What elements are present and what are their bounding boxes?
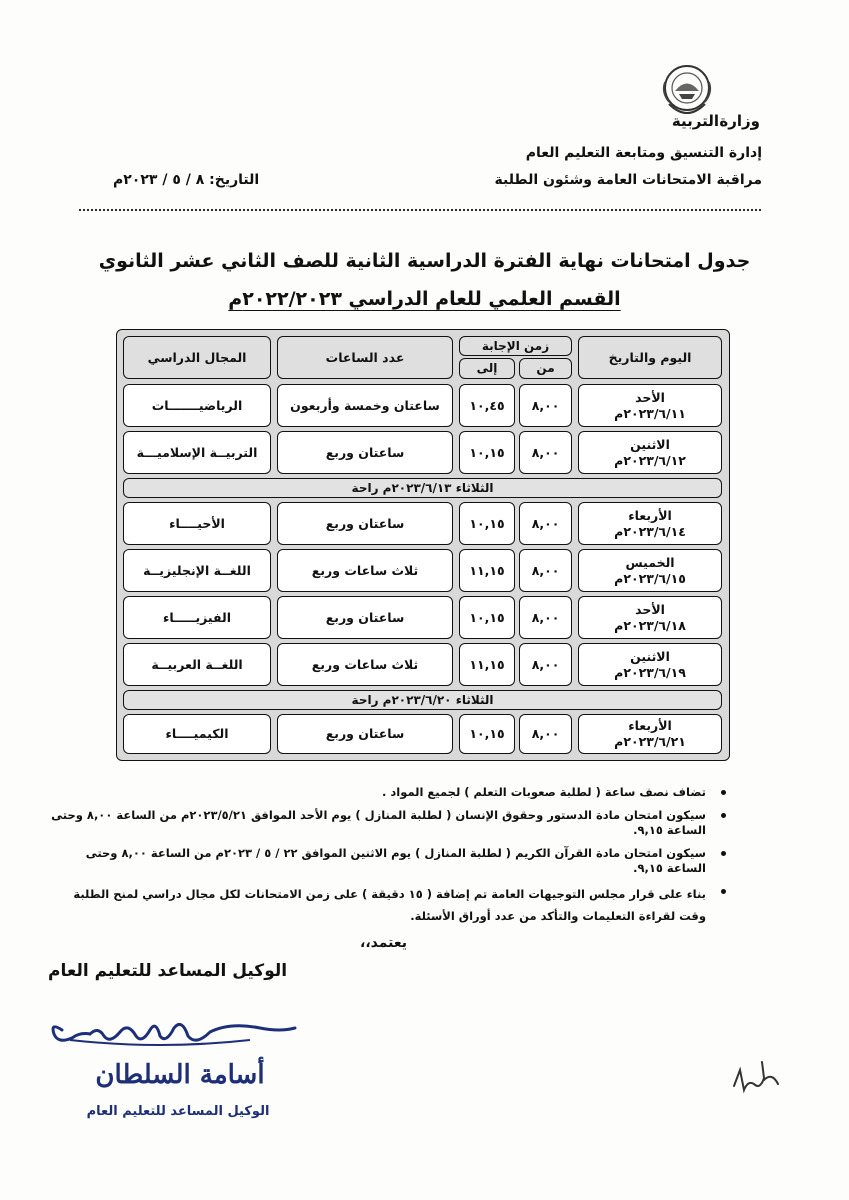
row-day: الأربعاء — [628, 718, 672, 734]
note-text: سيكون امتحان مادة القرآن الكريم ( لطلبة المنازل ) يوم الاثنين الموافق ٢٢ / ٥ / ٢٠٢٣م من الساعة ٨,٠٠ وحتى الساعة ٩,١٥. — [85, 846, 706, 875]
row-subject: الرياضيـــــــات — [123, 384, 271, 427]
row-to: ١٠,١٥ — [459, 502, 515, 545]
header-day-date: اليوم والتاريخ — [578, 336, 722, 379]
row-day-date — [578, 596, 722, 639]
row-day-date — [578, 384, 722, 427]
row-date: ٢٠٢٣/٦/٢١م — [614, 734, 686, 749]
row-to: ١٠,٤٥ — [459, 384, 515, 427]
row-from: ٨,٠٠ — [519, 643, 572, 686]
note-text: سيكون امتحان مادة الدستور وحقوق الإنسان ( لطلبة المنازل ) يوم الأحد الموافق ٢٠٢٣/٥/٢١م من الساعة ٨,٠٠ وحتى الساعة ٩,١٥. — [51, 808, 706, 837]
bullet-icon — [721, 851, 726, 856]
row-date: ٢٠٢٣/٦/١٥م — [614, 570, 686, 586]
row-day-date — [578, 431, 722, 474]
row-hours: ساعتان وربع — [277, 431, 453, 474]
row-date: ٢٠٢٣/٦/١٢م — [614, 452, 686, 468]
row-hours: ساعتان وربع — [277, 502, 453, 545]
header-from: من — [519, 358, 572, 379]
header-subject: المجال الدراسي — [123, 336, 271, 379]
ministry-name: التربية — [671, 112, 719, 130]
dept-line-1: إدارة التنسيق ومتابعة التعليم العام — [525, 145, 762, 161]
stamp-title: الوكيل المساعد للتعليم العام — [86, 1104, 270, 1119]
row-date: ٢٠٢٣/٦/١١م — [614, 405, 686, 421]
note-item — [46, 785, 726, 799]
notes-list — [46, 785, 726, 937]
schedule-title: جدول امتحانات نهاية الفترة الدراسية الثانية للصف الثاني عشر الثانوي — [98, 250, 751, 272]
header-answer-time: زمن الإجابة — [459, 336, 572, 356]
row-hours: ثلاث ساعات وربع — [277, 549, 453, 592]
bullet-icon — [721, 790, 726, 795]
row-to: ١٠,١٥ — [459, 596, 515, 639]
bullet-icon — [721, 813, 726, 818]
dotted-separator — [78, 207, 763, 213]
header-hours: عدد الساعات — [277, 336, 453, 379]
handwritten-signature — [40, 1010, 300, 1055]
row-day: الأربعاء — [628, 507, 672, 523]
row-hours: ساعتان وربع — [277, 714, 453, 754]
exam-schedule-table — [116, 329, 730, 761]
row-from: ٨,٠٠ — [519, 502, 572, 545]
row-day: الأحد — [635, 601, 665, 617]
row-date: ٢٠٢٣/٦/١٨م — [614, 617, 686, 633]
dept-line-2: مراقبة الامتحانات العامة وشئون الطلبة — [494, 172, 762, 188]
row-hours: ساعتان وربع — [277, 596, 453, 639]
signatory-title: الوكيل المساعد للتعليم العام — [48, 961, 288, 981]
row-hours: ثلاث ساعات وربع — [277, 643, 453, 686]
row-from: ٨,٠٠ — [519, 596, 572, 639]
row-subject: اللغــة العربيــة — [123, 643, 271, 686]
note-text: تضاف نصف ساعة ( لطلبة صعوبات التعلم ) لجميع المواد . — [382, 785, 706, 799]
bullet-icon — [721, 889, 726, 894]
row-to: ١٠,١٥ — [459, 714, 515, 754]
row-to: ١١,١٥ — [459, 549, 515, 592]
row-day-date — [578, 714, 722, 754]
row-subject: الفيزيـــــاء — [123, 596, 271, 639]
row-day-date — [578, 643, 722, 686]
note-item — [46, 808, 726, 837]
ministry-word: وزارة — [719, 112, 760, 130]
row-date: ٢٠٢٣/٦/١٩م — [614, 664, 686, 680]
rest-day-row: الثلاثاء ٢٠٢٣/٦/١٣م راحة — [123, 478, 722, 498]
row-subject: التربيــة الإسلاميـــة — [123, 431, 271, 474]
note-text: بناء على قرار مجلس التوجيهات العامة تم إضافة ( ١٥ دقيقة ) على زمن الامتحانات لكل مجال دراسي لمنح الطلبة وقت لقراءة التعليمات والتأكد من عدد أوراق الأسئلة. — [73, 886, 706, 923]
row-day: الخميس — [625, 554, 675, 570]
document-date: التاريخ: ٨ / ٥ / ٢٠٢٣م — [113, 172, 260, 188]
row-subject: الكيميــــاء — [123, 714, 271, 754]
schedule-subtitle: القسم العلمي للعام الدراسي ٢٠٢٢/٢٠٢٣م — [228, 288, 621, 310]
row-date: ٢٠٢٣/٦/١٤م — [614, 523, 686, 539]
header-to: إلى — [459, 358, 515, 379]
row-day: الاثنين — [630, 436, 670, 452]
row-from: ٨,٠٠ — [519, 384, 572, 427]
row-to: ١٠,١٥ — [459, 431, 515, 474]
row-subject: الأحيــــاء — [123, 502, 271, 545]
row-to: ١١,١٥ — [459, 643, 515, 686]
row-subject: اللغــة الإنجليزيــة — [123, 549, 271, 592]
approval-word: يعتمد،، — [360, 935, 407, 951]
row-from: ٨,٠٠ — [519, 714, 572, 754]
row-day: الاثنين — [630, 648, 670, 664]
rest-day-row: الثلاثاء ٢٠٢٣/٦/٢٠م راحة — [123, 690, 722, 710]
handwritten-initials — [726, 1050, 786, 1100]
note-item — [46, 884, 726, 928]
stamp-name: أسامة السلطان — [95, 1060, 265, 1090]
row-from: ٨,٠٠ — [519, 549, 572, 592]
row-day-date — [578, 502, 722, 545]
row-day-date — [578, 549, 722, 592]
row-day: الأحد — [635, 389, 665, 405]
note-item — [46, 846, 726, 875]
row-from: ٨,٠٠ — [519, 431, 572, 474]
row-hours: ساعتان وخمسة وأربعون — [277, 384, 453, 427]
